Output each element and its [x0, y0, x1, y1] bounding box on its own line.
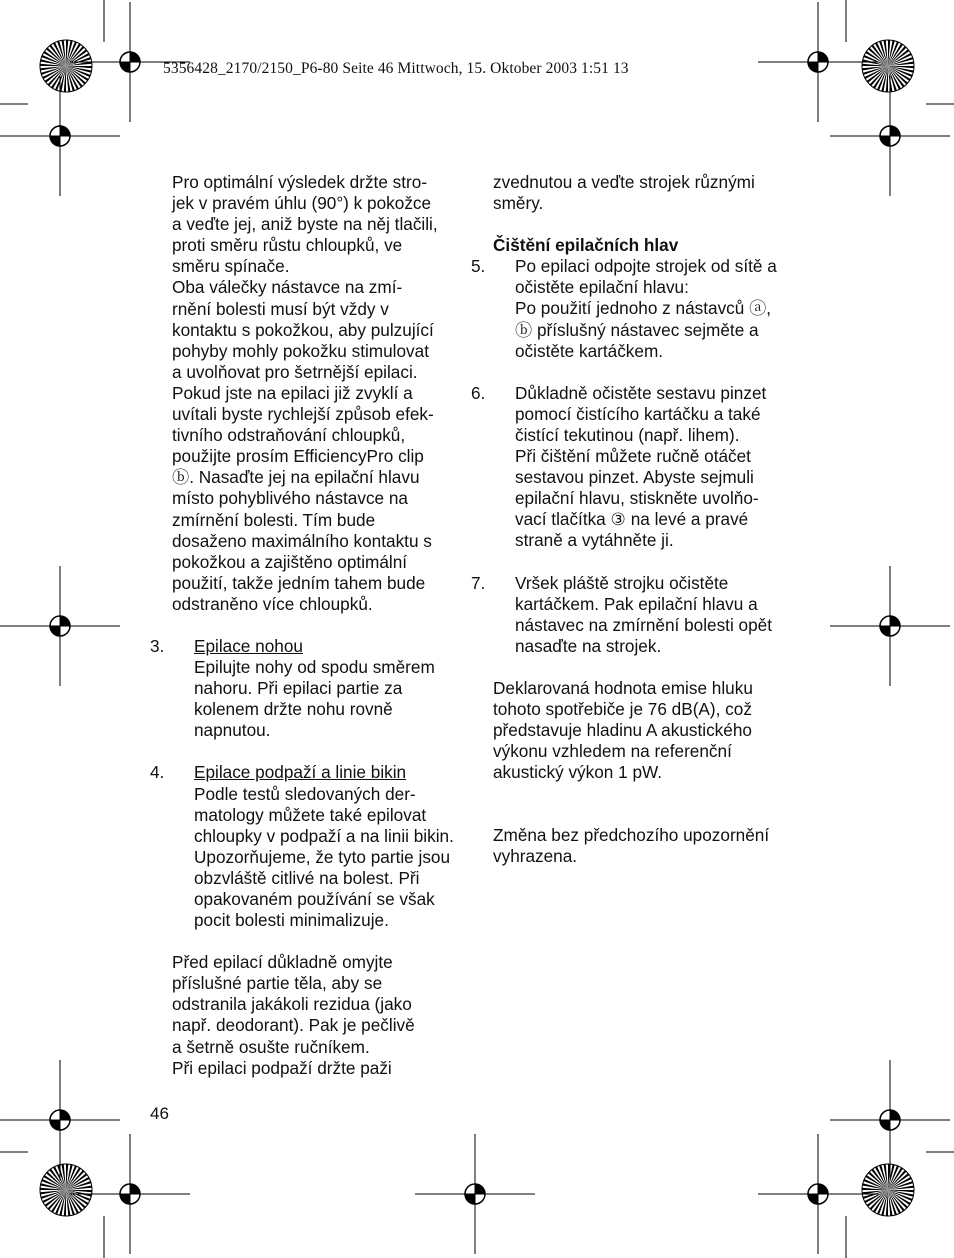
list-number: 4.	[150, 762, 165, 783]
text-line: pocit bolesti minimalizuje.	[194, 910, 389, 931]
text-line: pohyby mohly pokožku stimulovat	[172, 340, 429, 361]
right-column	[471, 172, 813, 868]
list-item-body	[194, 657, 472, 741]
registration-mark-right-upper	[830, 76, 950, 196]
star-target-mark	[40, 40, 92, 92]
text-line: Změna bez předchozího upozornění	[493, 825, 770, 846]
text-line: opakovaném používání se však	[194, 889, 435, 909]
text-line: a veďte jej, aniž byste na něj tlačili,	[172, 214, 438, 235]
text-line: kolenem držte nohu rovně	[194, 699, 393, 720]
text-line: vyhrazena.	[493, 846, 578, 867]
text-line: např. deodorant). Pak je pečlivě	[172, 1015, 415, 1036]
text-line: směru spínače.	[172, 256, 290, 277]
section-title: Epilace nohou	[194, 635, 303, 656]
text-line: zmírnění bolesti. Tím bude	[172, 509, 376, 530]
star-target-mark	[862, 40, 914, 92]
registration-mark-right-middle	[830, 566, 950, 686]
text-line: Při čištění můžete ručně otáčet	[515, 446, 751, 467]
list-item-body	[515, 573, 813, 657]
registration-mark-right-lower	[830, 1060, 950, 1180]
text-line: straně a vytáhněte ji.	[515, 530, 674, 551]
intro-paragraph	[172, 172, 472, 615]
section-heading: Čištění epilačních hlav	[493, 235, 679, 256]
print-slug: 5356428_2170/2150_P6-80 Seite 46 Mittwoch, 15. Oktober 2003 1:51 13	[163, 60, 629, 77]
text-line: směry.	[493, 193, 544, 214]
text-line: akustický výkon 1 pW.	[493, 762, 663, 783]
text-line: rnění bolesti musí být vždy v	[172, 298, 389, 319]
list-number: 3.	[150, 635, 165, 656]
text-line: epilační hlavu, stiskněte uvolňo-	[515, 488, 759, 509]
text-line: uvítali byste rychlejší způsob efek-	[172, 404, 434, 425]
text-line: Oba válečky nástavce na zmí-	[172, 277, 403, 298]
text-line: tivního odstraňování chloupků,	[172, 425, 406, 446]
text-line: Upozorňujeme, že tyto partie jsou	[194, 846, 451, 867]
text-line: matology můžete také epilovat	[194, 804, 427, 825]
text-line: nástavec na zmírnění bolesti opět	[515, 614, 773, 635]
text-line: Vršek pláště strojku očistěte	[515, 572, 729, 593]
text-line: Důkladně očistěte sestavu pinzet	[515, 382, 767, 403]
text-line: sestavou pinzet. Abyste sejmuli	[515, 467, 754, 488]
text-line: a uvolňovat pro šetrnější epilaci.	[172, 361, 418, 382]
text-line: nahoru. Při epilaci partie za	[194, 678, 403, 699]
text-line: tohoto spotřebiče je 76 dB(A), což	[493, 698, 752, 719]
text-line: představuje hladinu A akustického	[493, 720, 752, 741]
continued-text	[471, 172, 813, 214]
text-line: očistěte kartáčkem.	[515, 340, 664, 361]
text-line: Po epilaci odpojte strojek od sítě a	[515, 256, 777, 277]
text-line: odstranila jakákoli rezidua (jako	[172, 994, 412, 1015]
list-item-7	[471, 572, 813, 657]
list-item-note	[172, 952, 472, 1079]
noise-declaration	[493, 678, 813, 783]
section-title: Epilace podpaží a linie bikin	[194, 762, 407, 783]
text-line: Pro optimální výsledek držte stro-	[172, 172, 428, 192]
list-item-body	[515, 383, 813, 552]
text-line: chloupky v podpaží a na linii bikin.	[194, 825, 454, 846]
change-notice	[493, 825, 813, 867]
text-line: kartáčkem. Pak epilační hlavu a	[515, 593, 758, 614]
text-line: místo pohyblivého nástavce na	[172, 488, 408, 509]
text-line: očistěte epilační hlavu:	[515, 277, 689, 298]
text-line: pomocí čistícího kartáčku a také	[515, 403, 761, 424]
text-line: příslušné partie těla, aby se	[172, 973, 383, 994]
registration-mark-top-right	[758, 2, 878, 122]
text-line: Epilujte nohy od spodu směrem	[194, 657, 435, 678]
text-line: kontaktu s pokožkou, aby pulzující	[172, 319, 434, 340]
text-line: Před epilací důkladně omyjte	[172, 952, 393, 973]
registration-mark-bottom-center	[415, 1134, 535, 1254]
registration-mark-left-middle	[0, 566, 120, 686]
text-line: dosaženo maximálního kontaktu s	[172, 530, 432, 551]
text-line: jek v pravém úhlu (90°) k pokožce	[172, 193, 432, 214]
registration-mark-left-lower	[0, 1060, 120, 1180]
text-line: odstraněno více chloupků.	[172, 593, 373, 614]
text-line: pokožkou a zajištěno optimální	[172, 551, 408, 572]
text-line: vací tlačítka ③ na levé a pravé	[515, 509, 749, 530]
star-target-mark	[862, 1164, 914, 1216]
text-line: zvednutou a veďte strojek různými	[493, 172, 755, 192]
list-number: 7.	[471, 572, 486, 593]
text-line: ⓑ příslušný nástavec sejměte a	[515, 319, 759, 340]
text-line: Pokud jste na epilaci již zvyklí a	[172, 382, 413, 403]
text-line: obzvláště citlivé na bolest. Při	[194, 867, 420, 888]
list-item-5	[471, 256, 813, 361]
text-line: výkonu vzhledem na referenční	[493, 741, 732, 762]
text-line: Deklarovaná hodnota emise hluku	[493, 677, 753, 698]
text-line: nasaďte na strojek.	[515, 635, 662, 656]
page-number: 46	[150, 1104, 169, 1123]
text-line: Při epilaci podpaží držte paži	[172, 1057, 392, 1078]
left-column	[150, 172, 472, 1079]
registration-mark-left-upper	[0, 76, 120, 196]
list-number: 6.	[471, 382, 486, 403]
star-target-mark	[40, 1164, 92, 1216]
text-line: použijte prosím EfficiencyPro clip	[172, 446, 424, 467]
list-item-body	[515, 256, 813, 361]
registration-mark-bottom-left	[70, 1134, 190, 1254]
text-line: Podle testů sledovaných der-	[194, 783, 416, 804]
text-line: a šetrně osušte ručníkem.	[172, 1036, 370, 1057]
list-item-body	[194, 784, 472, 932]
list-item-4	[150, 762, 472, 931]
text-line: proti směru růstu chloupků, ve	[172, 235, 403, 256]
text-line: napnutou.	[194, 720, 271, 741]
text-line: Po použití jednoho z nástavců ⓐ,	[515, 298, 772, 319]
list-item-3	[150, 635, 472, 741]
text-line: použití, takže jedním tahem bude	[172, 572, 426, 593]
registration-mark-bottom-right	[758, 1134, 878, 1254]
text-line: čistící tekutinou (např. lihem).	[515, 424, 740, 445]
list-number: 5.	[471, 256, 486, 277]
list-item-6	[471, 382, 813, 552]
text-line: ⓑ. Nasaďte jej na epilační hlavu	[172, 467, 420, 488]
